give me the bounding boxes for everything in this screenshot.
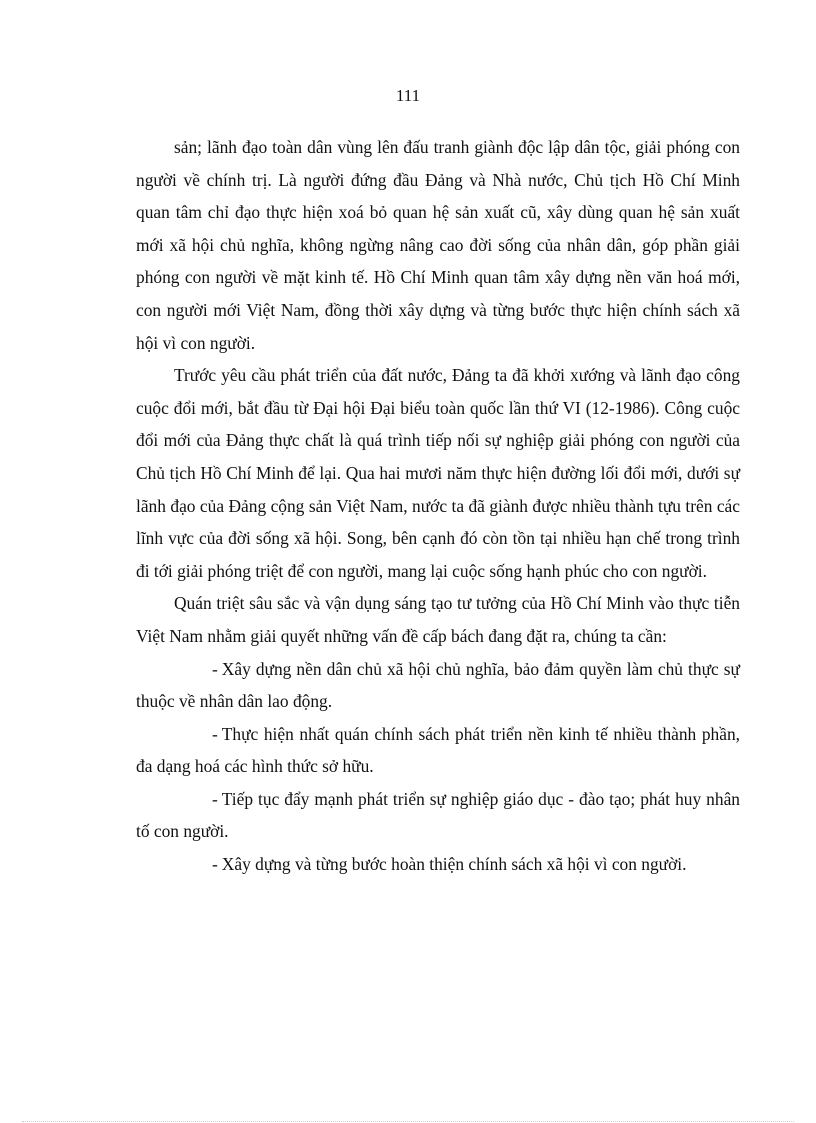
body-text (136, 131, 740, 881)
list-item (136, 783, 740, 848)
dash-bullet: - (212, 854, 218, 875)
paragraph: Trước yêu cầu phát triển của đất nước, Đảng ta đã khởi xướng và lãnh đạo công cuộc đổi mới, bắt đầu từ Đại hội Đại biểu toàn quốc lần thứ VI (12-1986). Công cuộc đổi mới của Đảng thực chất là quá trình tiếp nối sự nghiệp giải phóng con người của Chủ tịch Hồ Chí Minh để lại. Qua hai mươi năm thực hiện đường lối đổi mới, dưới sự lãnh đạo của Đảng cộng sản Việt Nam, nước ta đã giành được nhiều thành tựu trên các lĩnh vực của đời sống xã hội. Song, bên cạnh đó còn tồn tại nhiều hạn chế trong trình đi tới giải phóng triệt để con người, mang lại cuộc sống hạnh phúc cho con người. (136, 365, 740, 581)
dash-bullet: - (212, 723, 218, 744)
page-number: 111 (395, 86, 421, 105)
dash-bullet: - (212, 658, 218, 679)
dash-bullet: - (212, 788, 218, 809)
paragraph: sản; lãnh đạo toàn dân vùng lên đấu tranh giành độc lập dân tộc, giải phóng con người về chính trị. Là người đứng đầu Đảng và Nhà nước, Chủ tịch Hồ Chí Minh quan tâm chỉ đạo thực hiện xoá bỏ quan hệ sản xuất cũ, xây dùng quan hệ sản xuất mới xã hội chủ nghĩa, không ngừng nâng cao đời sống của nhân dân, góp phần giải phóng con người về mặt kinh tế. Hồ Chí Minh quan tâm xây dựng nền văn hoá mới, con người mới Việt Nam, đồng thời xây dựng và từng bước thực hiện chính sách xã hội vì con người. (136, 137, 740, 353)
list-item-text: Thực hiện nhất quán chính sách phát triển nền kinh tế nhiều thành phần, đa dạng hoá các hình thức sở hữu. (136, 723, 740, 777)
list-item-text: Xây dựng và từng bước hoàn thiện chính sách xã hội vì con người. (221, 854, 687, 875)
page-bottom-divider (22, 1121, 794, 1122)
list-item-text: Xây dựng nền dân chủ xã hội chủ nghĩa, bảo đảm quyền làm chủ thực sự thuộc về nhân dân lao động. (136, 658, 740, 712)
list-item (136, 718, 740, 783)
list-item (136, 653, 740, 718)
list-item (136, 848, 740, 881)
paragraph: Quán triệt sâu sắc và vận dụng sáng tạo tư tưởng của Hồ Chí Minh vào thực tiễn Việt Nam nhằm giải quyết những vấn đề cấp bách đang đặt ra, chúng ta cần: (136, 593, 740, 646)
list-item-text: Tiếp tục đẩy mạnh phát triển sự nghiệp giáo dục - đào tạo; phát huy nhân tố con người. (136, 788, 740, 842)
